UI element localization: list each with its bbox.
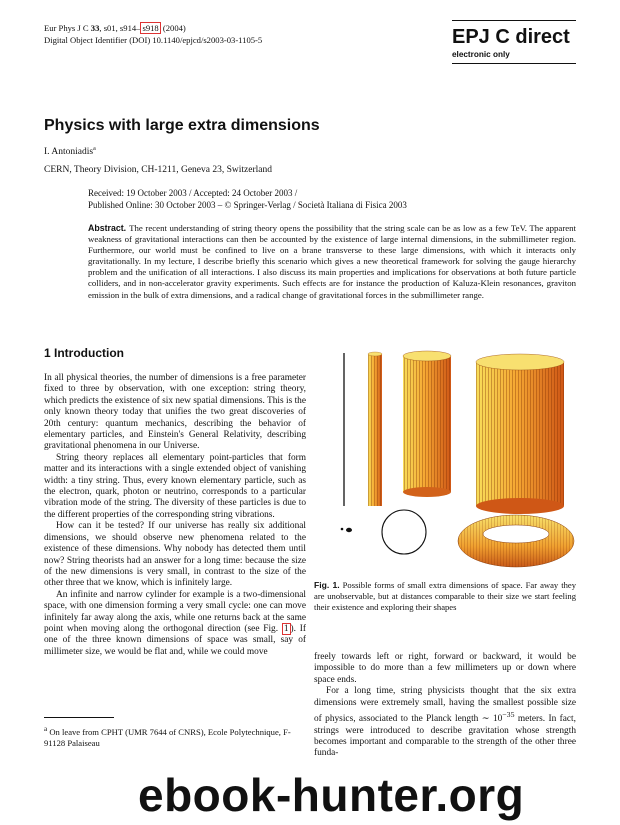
affiliation: CERN, Theory Division, CH-1211, Geneva 23, Switzerland (44, 165, 272, 175)
received-line: Received: 19 October 2003 / Accepted: 24 October 2003 / (88, 188, 298, 198)
paragraph: String theory replaces all elementary point-particles that form matter and its interactions with a single extended object of vanishing width: a tiny string. Thus, every known elementary particle, such as the electron, quark, photon or neutrino, corresponds to a particular vibration mode of the string. The diversity of these particles is due to the different properties of the corresponding string vibrations. (44, 452, 306, 520)
journal-citation: Eur Phys J C 33, s01, s914– s918 (2004) (44, 23, 186, 33)
dates (88, 187, 407, 211)
footnote-rule (44, 717, 114, 718)
figure-ref-link[interactable]: 1 (283, 623, 289, 634)
wide-cylinder (476, 354, 564, 514)
left-column (44, 373, 306, 658)
torus (458, 515, 574, 567)
brand-name: EPJ C direct (452, 26, 570, 48)
footnote: $^a$ On leave from CPHT (UMR 7644 of CNRS), Ecole Polytechnique, F-91128 Palaiseau (44, 725, 291, 748)
doi-line: Digital Object Identifier (DOI) 10.1140/epjcd/s2003-03-1105-5 (44, 35, 263, 45)
tiny-circle (346, 528, 352, 532)
abstract-label: Abstract. (88, 223, 127, 233)
point-dimension (341, 528, 344, 531)
published-line: Published Online: 30 October 2003 – © Springer-Verlag / Società Italiana di Fisica 2003 (88, 200, 407, 210)
abstract (88, 223, 576, 301)
thin-cylinder (368, 352, 382, 506)
circle-dimension (382, 510, 426, 554)
watermark: ebook-hunter.org (138, 769, 525, 821)
right-column (314, 652, 576, 760)
figure-1-illustration (314, 346, 576, 578)
figure-caption: Fig. 1. Possible forms of small extra dimensions of space. Far away they are unobservable, but at distances comparable to their size we start feeling their existence and exploring their shapes (314, 580, 576, 612)
paper-title: Physics with large extra dimensions (44, 117, 320, 134)
paragraph: In all physical theories, the number of dimensions is a free parameter fixed to three by observation, with one exception: string theory, which predicts the existence of six new spatial dimensions. This is the only known theory today that unifies the two great discoveries of 20th century: quantum mechanics, describing the behavior of elementary particles, and Einstein's General Relativity, describing gravitational phenomena in our Universe. (44, 373, 306, 452)
brand-subtitle: electronic only (452, 50, 510, 59)
paragraph: How can it be tested? If our universe has really six additional dimensions, we should observe new phenomena related to the existence of these dimensions. Why nobody has detected them until now? String theorists had an answer for a long time: because the size of the new dimensions is very small, in contrast to the size of the other three that we know, which is infinitely large. (44, 521, 306, 589)
section-heading: 1 Introduction (44, 346, 124, 360)
brand-bottom-rule (452, 63, 576, 64)
medium-cylinder (403, 351, 451, 497)
paragraph: An infinite and narrow cylinder for example is a two-dimensional space, with one dimension forming a very small cycle: one can move infinitely far away along the axis, while one returns back at the same point when moving along the orthogonal direction (see Fig. 1 ). If one of the three known dimensions of space was small, say of millimeter size, we would be flat and, while we could move (44, 589, 306, 657)
figure-label: Fig. 1. (314, 580, 340, 590)
paragraph: For a long time, string physicists thought that the six extra dimensions were extremely small, having the smallest possible size of physics, associated to the Planck length ∼ $10^{-35}$ meters. In fact, strings were introduced to describe gravitation whose strength becomes important and comparable to the strength of the other three funda- (314, 686, 576, 759)
journal-brand (452, 20, 576, 64)
author: I. Antoniadis$^a$ (44, 146, 96, 158)
journal-header (44, 22, 262, 46)
brand-top-rule (452, 20, 576, 21)
volume: 33 (90, 23, 100, 33)
last-page-link[interactable]: s918 (142, 23, 159, 33)
abstract-text: The recent understanding of string theory opens the possibility that the string scale can be as low as a few TeV. The apparent weakness of gravitational interactions can then be accounted by the existence of large internal dimensions, in the submillimeter region. Furthermore, our world must be confined to live on a brane transverse to these large dimensions, with which it interacts only gravitationally. In my lecture, I describe briefly this scenario which gives a new theoretical framework for solving the gauge hierarchy problem and the unification of all interactions. I also discuss its main properties and implications for observations at both future particle colliders, and in non-accelerator gravity experiments. Such effects are for instance the production of Kaluza-Klein resonances, graviton emission in the bulk of extra dimensions, and a radical change of gravitational forces in the submillimeter range. (88, 223, 576, 300)
paragraph: freely towards left or right, forward or backward, it would be impossible to do more than a few millimeters up or down where space ends. (314, 652, 576, 685)
